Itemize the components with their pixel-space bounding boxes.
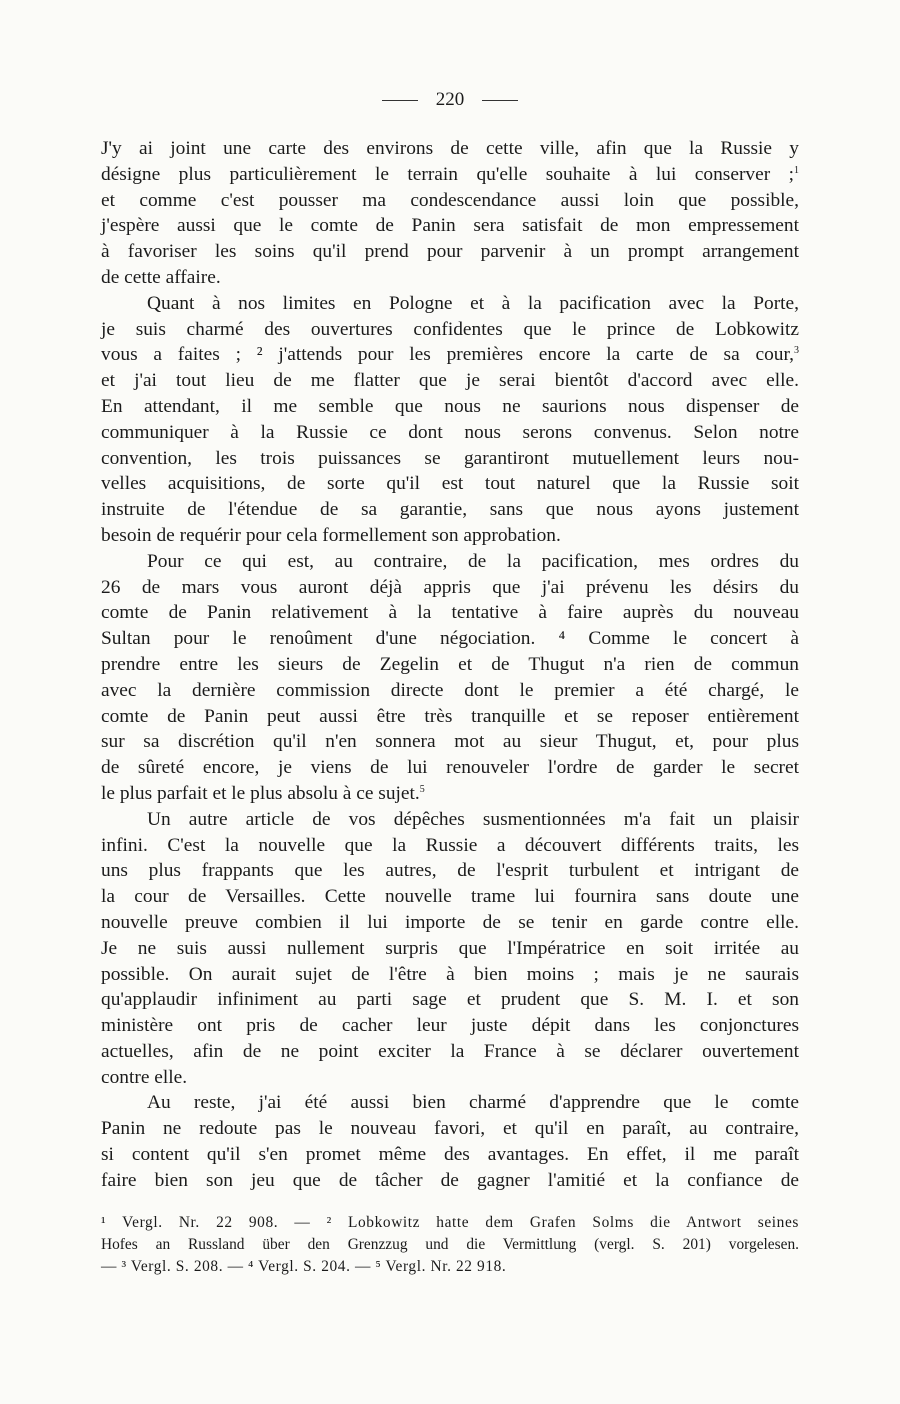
text-line: la cour de Versailles. Cette nouvelle trame lui fournira sans doute une: [101, 886, 799, 908]
page-header: [0, 86, 900, 114]
text-line: communiquer à la Russie ce dont nous serons convenus. Selon notre: [101, 421, 799, 443]
text-line: désigne plus particulièrement le terrain qu'elle souhaite à lui conserver ;$^1$: [101, 163, 799, 185]
text-line: En attendant, il me semble que nous ne saurions nous dispenser de: [101, 395, 799, 417]
footnote-ref: 5: [419, 783, 425, 795]
text-line: J'y ai joint une carte des environs de cette ville, afin que la Russie y: [101, 138, 799, 159]
page-number: 220: [435, 89, 465, 110]
text-line: uns plus frappants que les autres, de l'esprit turbulent et intrigant de: [101, 860, 799, 882]
paragraph-start-line: Au reste, j'ai été aussi bien charmé d'apprendre que le comte: [147, 1092, 799, 1114]
text-line: Panin ne redoute pas le nouveau favori, et qu'il en paraît, au contraire,: [101, 1118, 799, 1140]
text-line: nouvelle preuve combien il lui importe de se tenir en garde contre elle.: [101, 911, 799, 933]
text-line: comte de Panin relativement à la tentative à faire auprès du nouveau: [101, 602, 799, 624]
text-line: instruite de l'étendue de sa garantie, sans que nous ayons justement: [101, 499, 799, 521]
footnote-line: — ³ Vergl. S. 208. — ⁴ Vergl. S. 204. — ⁵ Vergl. Nr. 22 918.: [101, 1258, 507, 1275]
text-line: besoin de requérir pour cela formellement son approbation.: [101, 524, 561, 546]
text-line: j'espère aussi que le comte de Panin sera satisfait de mon empressement: [101, 215, 799, 237]
paragraph-start-line: Quant à nos limites en Pologne et à la pacification avec la Porte,: [147, 292, 799, 314]
text-line: et j'ai tout lieu de me flatter que je serai bientôt d'accord avec elle.: [101, 370, 799, 392]
text-line: le plus parfait et le plus absolu à ce sujet.$^5$: [101, 782, 425, 804]
header-rule-right: [482, 100, 518, 101]
footnotes: [101, 1212, 799, 1278]
text-line: convention, les trois puissances se garantiront mutuellement leurs nou-: [101, 447, 799, 469]
text-line: possible. On aurait sujet de l'être à bien moins ; mais je ne saurais: [101, 963, 799, 985]
text-line: prendre entre les sieurs de Zegelin et de Thugut n'a rien de commun: [101, 653, 799, 675]
text-line: je suis charmé des ouvertures confidentes que le prince de Lobkowitz: [101, 318, 799, 340]
text-line: comte de Panin peut aussi être très tranquille et se reposer entièrement: [101, 705, 799, 727]
text-line: vous a faites ; ² j'attends pour les premières encore la carte de sa cour,$^3$: [101, 344, 799, 366]
text-line: de sûreté encore, je viens de lui renouveler l'ordre de garder le secret: [101, 757, 799, 779]
text-line: velles acquisitions, de sorte qu'il est tout naturel que la Russie soit: [101, 473, 799, 495]
text-line: ministère ont pris de cacher leur juste dépit dans les conjonctures: [101, 1015, 799, 1037]
header-rule-left: [382, 100, 418, 101]
text-line: à favoriser les soins qu'il prend pour parvenir à un prompt arrangement: [101, 241, 799, 263]
text-line: faire bien son jeu que de tâcher de gagner l'amitié et la confiance de: [101, 1169, 799, 1191]
text-line: 26 de mars vous auront déjà appris que j'ai prévenu les désirs du: [101, 576, 799, 598]
text-line: qu'applaudir infiniment au parti sage et prudent que S. M. I. et son: [101, 989, 799, 1011]
footnote-line: Hofes an Russland über den Grenzzug und die Vermittlung (vergl. S. 201) vorgelesen.: [101, 1236, 799, 1253]
footnote-line: ¹ Vergl. Nr. 22 908. — ² Lobkowitz hatte dem Grafen Solms die Antwort seines: [101, 1214, 799, 1231]
footnote-ref: 3: [794, 345, 799, 357]
text-line: si content qu'il s'en promet même des avantages. En effet, il me paraît: [101, 1144, 799, 1166]
text-line: avec la dernière commission directe dont le premier a été chargé, le: [101, 679, 799, 701]
text-line: Je ne suis aussi nullement surpris que l'Impératrice en soit irritée au: [101, 937, 799, 959]
text-line: contre elle.: [101, 1066, 188, 1088]
body-text: [101, 136, 799, 1194]
text-line: infini. C'est la nouvelle que la Russie a découvert différents traits, les: [101, 834, 799, 856]
text-line: sur sa discrétion qu'il n'en sonnera mot au sieur Thugut, et, pour plus: [101, 731, 799, 753]
text-line: Sultan pour le renoûment d'une négociation. ⁴ Comme le concert à: [101, 628, 799, 650]
paragraph-start-line: Un autre article de vos dépêches susmentionnées m'a fait un plaisir: [147, 808, 799, 830]
footnote-ref: 1: [794, 164, 799, 176]
text-line: et comme c'est pousser ma condescendance aussi loin que possible,: [101, 189, 799, 211]
text-line: actuelles, afin de ne point exciter la France à se déclarer ouvertement: [101, 1040, 799, 1062]
paragraph-start-line: Pour ce qui est, au contraire, de la pacification, mes ordres du: [147, 550, 799, 572]
text-line: de cette affaire.: [101, 266, 221, 288]
